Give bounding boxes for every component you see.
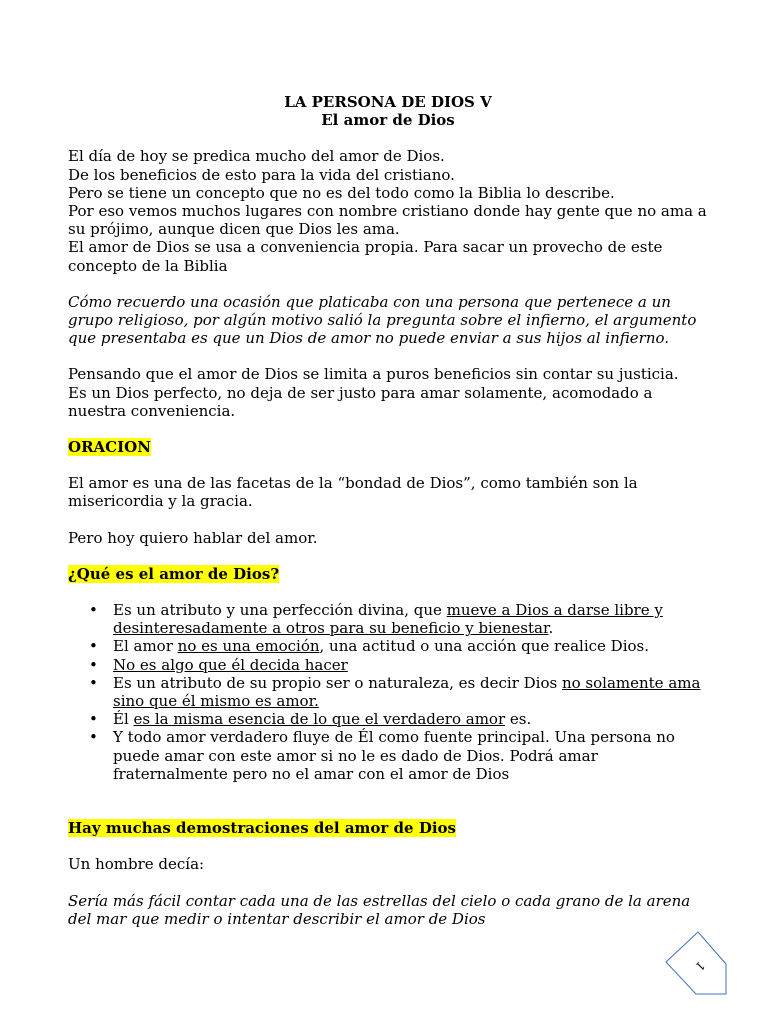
reflection-line: Pensando que el amor de Dios se limita a puros beneficios sin contar su justicia. — [68, 365, 679, 384]
title-line-1: LA PERSONA DE DIOS V — [284, 93, 492, 111]
page-tab-shape-icon — [664, 930, 728, 996]
list-text: , una actitud o una acción que realice Dios. — [319, 637, 650, 656]
underlined-text: es la misma esencia de lo que el verdadero amor — [133, 710, 506, 729]
document-page — [68, 93, 708, 928]
intro-line: De los beneficios de esto para la vida del cristiano. — [68, 165, 455, 184]
list-item — [113, 674, 708, 710]
list-item — [113, 656, 708, 674]
page-number: 1 — [692, 958, 708, 974]
demonstrations-heading: Hay muchas demostraciones del amor de Dios — [68, 819, 456, 838]
underlined-text: no es una emoción — [177, 637, 320, 656]
underlined-text: No es algo que él decida hacer — [113, 655, 348, 674]
list-text: Él — [113, 710, 134, 729]
list-text: Y todo amor verdadero fluye de Él como fuente principal. Una persona no puede amar con este amor si no le es dado de Dios. Podrá amar fraternalmente pero no el amar con el amor de Dios — [113, 728, 675, 783]
list-text: Es un atributo de su propio ser o naturaleza, es decir Dios — [113, 673, 562, 692]
underlined-text: no solamente ama sino que él mismo es amor. — [113, 673, 701, 711]
intro-line: El día de hoy se predica mucho del amor de Dios. — [68, 147, 445, 166]
facets-paragraph: El amor es una de las facetas de la “bondad de Dios”, como también son la misericordia y la gracia. — [68, 474, 638, 511]
intro-line: El amor de Dios se usa a conveniencia propia. Para sacar un provecho de este concepto de la Biblia — [68, 238, 663, 275]
intro-line: Pero se tiene un concepto que no es del todo como la Biblia lo describe. — [68, 183, 615, 202]
definition-list — [68, 601, 708, 783]
anecdote-paragraph: Cómo recuerdo una ocasión que platicaba con una persona que pertenece a un grupo religioso, por algún motivo salió la pregunta sobre el infierno, el argumento que presentaba es que un Dios de amor no puede enviar a sus hijos al infierno. — [68, 292, 697, 348]
title-line-2: El amor de Dios — [321, 111, 455, 130]
oracion-heading: ORACION — [68, 438, 151, 457]
today-paragraph: Pero hoy quiero hablar del amor. — [68, 528, 318, 547]
list-item — [113, 601, 708, 637]
page-number-tab — [664, 930, 728, 996]
intro-line: Por eso vemos muchos lugares con nombre cristiano donde hay gente que no ama a su prójimo, aunque dicen que Dios les ama. — [68, 202, 707, 239]
reflection-paragraph — [68, 365, 708, 420]
list-text: El amor — [113, 637, 178, 656]
list-item — [113, 728, 708, 783]
list-text: es. — [505, 710, 532, 729]
document-title — [68, 93, 708, 129]
quote-paragraph: Sería más fácil contar cada una de las estrellas del cielo o cada grano de la arena del mar que medir o intentar describir el amor de Dios — [68, 891, 691, 928]
intro-paragraph — [68, 147, 708, 274]
man-said-paragraph: Un hombre decía: — [68, 855, 205, 874]
underlined-text: mueve a Dios a darse libre y desinteresadamente a otros para su beneficio y bienestar — [113, 601, 663, 638]
reflection-line: Es un Dios perfecto, no deja de ser justo para amar solamente, acomodado a nuestra conveniencia. — [68, 383, 653, 420]
list-item — [113, 637, 708, 655]
list-item — [113, 710, 708, 728]
list-text: Es un atributo y una perfección divina, que — [113, 601, 447, 620]
question-heading: ¿Qué es el amor de Dios? — [68, 564, 280, 583]
list-text: . — [548, 619, 554, 638]
